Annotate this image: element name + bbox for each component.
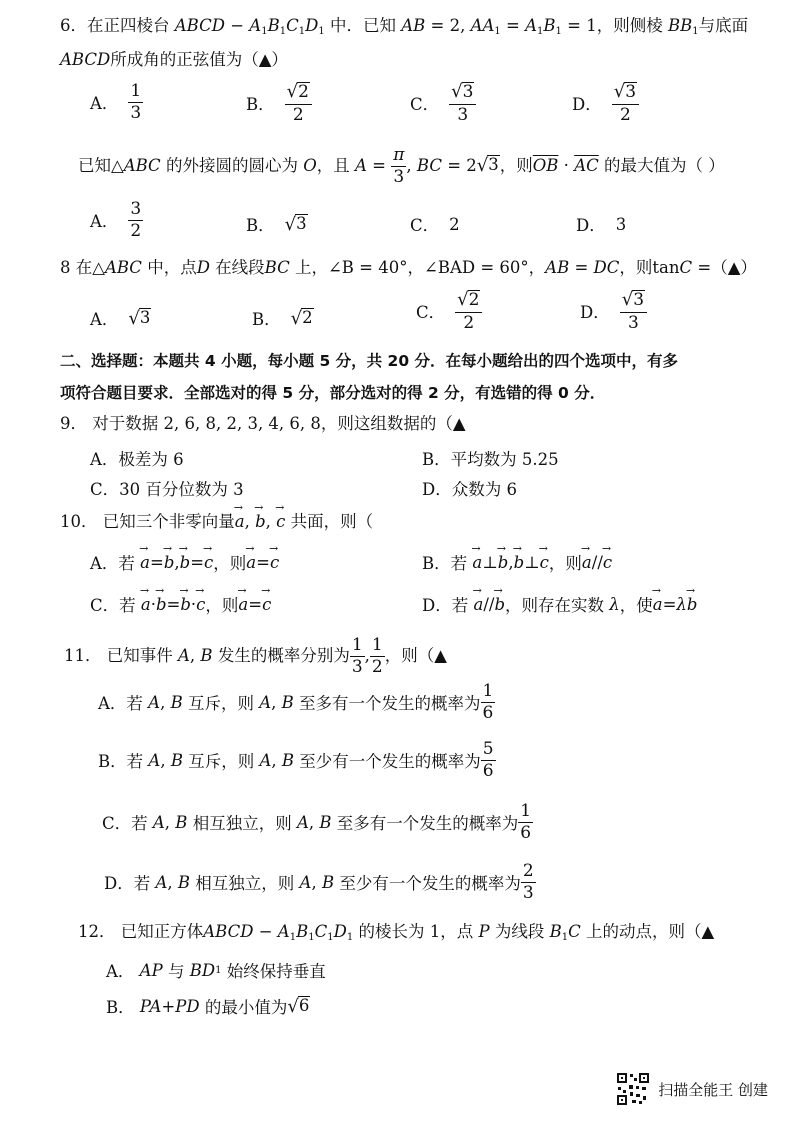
q10-stem: 10． 已知三个非零向量→ a, → b, → c 共面，则（: [60, 512, 373, 532]
q10-option-a: A．若 → a = → b , → b = → c ，则 → a = → c: [90, 550, 279, 574]
q12-option-b: B． PA + PD 的最小值为 √ 6: [106, 995, 310, 1017]
q11-stem: 11． 已知事件 A , B 发生的概率分别为 $\frac{1}{3}$ , $\frac{1}{2}$ ，则（▲: [64, 635, 447, 677]
scanner-watermark-text: 扫描全能王 创建: [658, 1080, 768, 1099]
q9-option-a: A．极差为 6: [90, 450, 184, 469]
q8-option-b: B． √ 2: [252, 307, 313, 329]
section2-heading-line2: 项符合题目要求．全部选对的得 5 分，部分选对的得 2 分，有选错的得 0 分．: [60, 384, 606, 402]
scanner-watermark: [616, 1072, 768, 1106]
q10-option-c: C．若 → a · → b = → b · → c ，则 → a = → c: [90, 592, 271, 616]
q11-option-c: C．若 A , B 相互独立，则 A , B 至多有一个发生的概率为 $\frac{1}{6}$: [102, 801, 532, 843]
q10-option-b: B．若 → a ⊥ → b , → b ⊥ → c ，则 → a // → c: [422, 550, 612, 574]
q8-stem: 8 在△ABC 中，点D 在线段BC 上，∠B = 40°，∠BAD = 60°，AB = DC，则tanC =（▲）: [60, 258, 757, 277]
q6-option-c: C． √ 3 3: [410, 82, 476, 124]
q8-option-c: C． √ 2 2: [416, 290, 482, 332]
q7-option-c: C． 2: [410, 214, 460, 235]
q11-option-d: D．若 A , B 相互独立，则 A , B 至少有一个发生的概率为 $\frac{2}{3}$: [104, 861, 534, 903]
q8-option-d: D． √ 3 3: [580, 290, 647, 332]
q12-option-a: A． AP 与 BD 1 始终保持垂直: [106, 960, 326, 981]
q6-option-a: A． $\frac{1}{3}$: [90, 81, 142, 123]
q7-stem: 已知△ ABC 的外接圆的圆心为 O ，且 A = $\frac{\pi}{3}$ , BC = 2 √ 3 ，则 $\overline{OB}$ · $\overline{AC}$ 的最大值为（ ）: [78, 145, 725, 187]
qr-code-icon: [616, 1072, 650, 1106]
q8-option-a: A． √ 3: [90, 307, 151, 329]
q9-stem: 9． 对于数据 2, 6, 8, 2, 3, 4, 6, 8，则这组数据的（▲: [60, 414, 466, 433]
q6-stem: 6．在正四棱台 ABCD − $A_1B_1C_1D_1$ 中．已知 AB = 2, $AA_1 = A_1B_1 = 1$，则侧棱 $BB_1$与底面: [60, 16, 749, 37]
q7-option-d: D． 3: [576, 214, 627, 235]
q6-option-b: B． √ 2 2: [246, 82, 312, 124]
q9-option-b: B．平均数为 5.25: [422, 450, 559, 469]
q6-option-d: D． √ 3 2: [572, 82, 639, 124]
section2-heading: 二、选择题：本题共 4 小题，每小题 5 分，共 20 分．在每小题给出的四个选项中，有多: [60, 352, 679, 370]
q7-option-a: A． $\frac{3}{2}$: [90, 199, 142, 241]
q6-stem-line2: ABCD所成角的正弦值为（▲）: [60, 50, 288, 69]
q12-stem: 12． 已知正方体ABCD − $A_1B_1C_1D_1$ 的棱长为 1，点 P 为线段 $B_1C$ 上的动点，则（▲: [78, 922, 715, 943]
q11-option-a: A．若 A , B 互斥，则 A , B 至多有一个发生的概率为 $\frac{1}{6}$: [98, 681, 494, 723]
q10-option-d: D．若 → a // → b ，则存在实数 λ ，使 → a = λ → b: [422, 592, 697, 616]
q11-option-b: B．若 A , B 互斥，则 A , B 至少有一个发生的概率为 $\frac{5}{6}$: [98, 739, 494, 781]
q7-option-b: B． √ 3: [246, 213, 307, 235]
q9-option-d: D．众数为 6: [422, 480, 517, 499]
q9-option-c: C．30 百分位数为 3: [90, 480, 244, 499]
